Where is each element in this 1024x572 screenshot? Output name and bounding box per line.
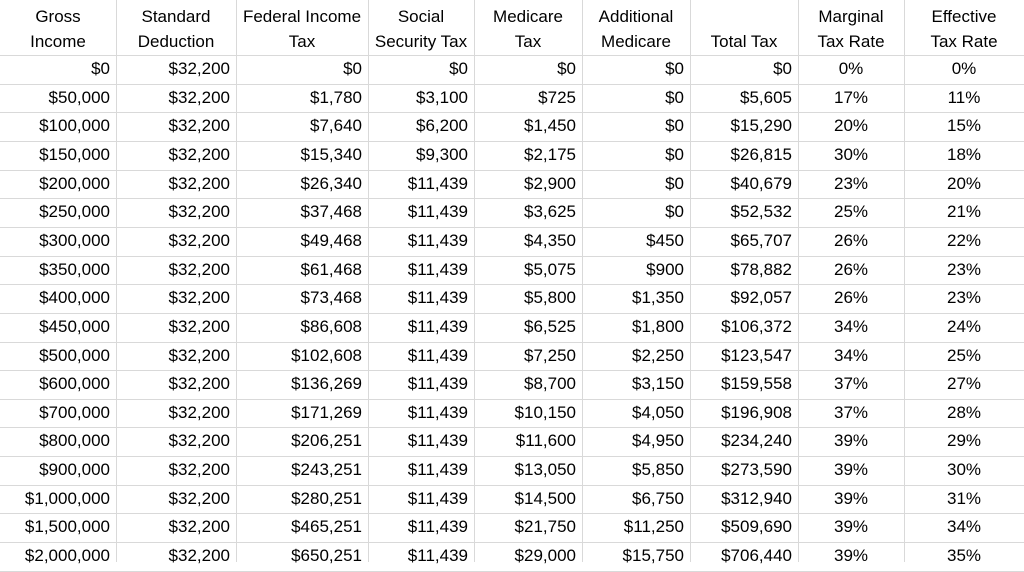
table-cell[interactable]: $32,200 — [168, 402, 230, 422]
table-cell[interactable]: $11,439 — [407, 230, 468, 250]
column-header-line[interactable]: Total Tax — [710, 32, 778, 51]
column-header-line[interactable]: Additional — [598, 7, 674, 26]
row-gridline — [0, 399, 1024, 400]
table-cell[interactable]: $2,900 — [524, 173, 576, 193]
table-cell[interactable]: $11,439 — [407, 431, 468, 451]
table-cell[interactable]: $5,075 — [524, 259, 576, 279]
table-cell[interactable]: $49,468 — [300, 230, 362, 250]
row-gridline — [0, 170, 1024, 171]
table-cell[interactable]: $15,290 — [730, 116, 792, 136]
table-cell[interactable]: $1,000,000 — [24, 488, 110, 508]
table-cell[interactable]: $9,300 — [416, 144, 468, 164]
table-cell[interactable]: $52,532 — [730, 202, 792, 222]
table-cell[interactable]: $8,700 — [524, 374, 576, 394]
table-cell[interactable]: $450 — [646, 230, 684, 250]
table-cell[interactable]: 39% — [833, 517, 869, 537]
table-cell[interactable]: $200,000 — [39, 173, 110, 193]
table-cell[interactable]: $21,750 — [514, 517, 576, 537]
table-cell[interactable]: $1,800 — [632, 316, 684, 336]
table-cell[interactable]: $123,547 — [721, 345, 792, 365]
table-cell[interactable]: $32,200 — [168, 116, 230, 136]
table-cell[interactable]: $0 — [91, 59, 110, 78]
table-cell[interactable]: 29% — [946, 431, 982, 451]
row-gridline — [0, 256, 1024, 257]
table-cell[interactable]: 25% — [946, 345, 982, 365]
column-header-line[interactable]: Income — [30, 32, 86, 51]
table-cell[interactable]: $32,200 — [168, 316, 230, 336]
table-cell[interactable]: $900 — [646, 259, 684, 279]
column-header-line[interactable]: Standard — [141, 7, 211, 26]
table-cell[interactable]: $32,200 — [168, 431, 230, 451]
table-cell[interactable]: $136,269 — [291, 374, 362, 394]
table-cell[interactable]: 17% — [833, 87, 869, 107]
table-cell[interactable]: $102,608 — [291, 345, 362, 365]
table-cell[interactable]: $0 — [343, 59, 362, 78]
table-cell[interactable]: 31% — [946, 488, 982, 508]
column-header-line[interactable]: Tax Rate — [930, 32, 998, 51]
table-cell[interactable]: $206,251 — [291, 431, 362, 451]
table-cell[interactable]: $32,200 — [168, 488, 230, 508]
table-cell[interactable]: 34% — [946, 517, 982, 537]
table-cell[interactable]: 26% — [833, 230, 869, 250]
table-cell[interactable]: $0 — [449, 59, 468, 78]
table-cell[interactable]: $2,175 — [524, 144, 576, 164]
table-cell[interactable]: $73,468 — [300, 288, 362, 308]
table-cell[interactable]: $11,439 — [407, 202, 468, 222]
table-cell[interactable]: $250,000 — [39, 202, 110, 222]
table-cell[interactable]: $273,590 — [721, 460, 792, 480]
table-cell[interactable]: $78,882 — [730, 259, 792, 279]
table-cell[interactable]: $234,240 — [721, 431, 792, 451]
table-cell[interactable]: $11,439 — [407, 345, 468, 365]
table-cell[interactable]: $0 — [773, 59, 792, 78]
table-cell[interactable]: $2,250 — [632, 345, 684, 365]
table-cell[interactable]: $11,439 — [407, 517, 468, 537]
table-cell[interactable]: $0 — [665, 59, 684, 78]
table-cell[interactable]: 22% — [946, 230, 982, 250]
table-cell[interactable]: $32,200 — [168, 87, 230, 107]
table-cell[interactable]: $32,200 — [168, 144, 230, 164]
row-gridline — [0, 370, 1024, 371]
table-cell[interactable]: 18% — [946, 144, 982, 164]
table-cell[interactable]: $86,608 — [300, 316, 362, 336]
table-cell[interactable]: $32,200 — [168, 230, 230, 250]
table-cell[interactable]: 25% — [833, 202, 869, 222]
table-cell[interactable]: $61,468 — [300, 259, 362, 279]
table-cell[interactable]: $32,200 — [168, 345, 230, 365]
table-cell[interactable]: 23% — [946, 288, 982, 308]
table-cell[interactable]: $0 — [665, 202, 684, 222]
table-cell[interactable]: $106,372 — [721, 316, 792, 336]
table-cell[interactable]: $0 — [665, 144, 684, 164]
table-cell[interactable]: $243,251 — [291, 460, 362, 480]
table-cell[interactable]: $5,800 — [524, 288, 576, 308]
table-cell[interactable]: $159,558 — [721, 374, 792, 394]
table-cell[interactable]: $2,000,000 — [24, 546, 110, 566]
table-cell[interactable]: $3,100 — [416, 87, 468, 107]
table-cell[interactable]: $3,625 — [524, 202, 576, 222]
table-cell[interactable]: $6,200 — [416, 116, 468, 136]
column-header-line[interactable]: Deduction — [137, 32, 215, 51]
table-cell[interactable]: $1,780 — [310, 87, 362, 107]
table-cell[interactable]: 35% — [946, 546, 982, 566]
table-cell[interactable]: $4,950 — [632, 431, 684, 451]
table-cell[interactable]: $14,500 — [514, 488, 576, 508]
table-cell[interactable]: $800,000 — [39, 431, 110, 451]
table-cell[interactable]: 24% — [946, 316, 982, 336]
table-cell[interactable]: $600,000 — [39, 374, 110, 394]
table-cell[interactable]: $300,000 — [39, 230, 110, 250]
table-cell[interactable]: $11,439 — [407, 173, 468, 193]
table-cell[interactable]: $6,750 — [632, 488, 684, 508]
row-gridline — [0, 84, 1024, 85]
header-gridline — [0, 55, 1024, 56]
table-cell[interactable]: $1,350 — [632, 288, 684, 308]
row-gridline — [0, 342, 1024, 343]
column-header-line[interactable] — [690, 4, 798, 29]
table-cell[interactable]: 30% — [946, 460, 982, 480]
table-cell[interactable]: $725 — [538, 87, 576, 107]
table-cell[interactable]: $7,640 — [310, 116, 362, 136]
row-gridline — [0, 313, 1024, 314]
table-cell[interactable]: $171,269 — [291, 402, 362, 422]
table-cell[interactable]: 20% — [833, 116, 869, 136]
table-cell[interactable]: $10,150 — [514, 402, 576, 422]
table-cell[interactable]: $11,439 — [407, 288, 468, 308]
table-cell[interactable]: 37% — [833, 374, 869, 394]
table-cell[interactable]: 11% — [947, 87, 981, 107]
table-cell[interactable]: $312,940 — [721, 488, 792, 508]
table-cell[interactable]: $65,707 — [730, 230, 792, 250]
table-cell[interactable]: $40,679 — [730, 173, 792, 193]
row-gridline — [0, 227, 1024, 228]
table-cell[interactable]: $650,251 — [291, 546, 362, 566]
column-header-line[interactable]: Tax — [514, 32, 542, 51]
table-cell[interactable]: $11,439 — [407, 460, 468, 480]
table-cell[interactable]: $500,000 — [39, 345, 110, 365]
table-cell[interactable]: $11,439 — [407, 488, 468, 508]
column-header-line[interactable]: Security Tax — [374, 32, 468, 51]
table-cell[interactable]: 39% — [833, 488, 869, 508]
table-cell[interactable]: $196,908 — [721, 402, 792, 422]
table-cell[interactable]: $900,000 — [39, 460, 110, 480]
table-cell[interactable]: $15,750 — [622, 546, 684, 566]
table-cell[interactable]: $0 — [665, 87, 684, 107]
table-cell[interactable]: 23% — [946, 259, 982, 279]
table-cell[interactable]: 21% — [946, 202, 982, 222]
table-cell[interactable]: 39% — [833, 546, 869, 566]
table-cell[interactable]: $50,000 — [48, 87, 110, 107]
table-cell[interactable]: $0 — [665, 116, 684, 136]
row-gridline — [0, 542, 1024, 543]
table-cell[interactable]: $706,440 — [721, 546, 792, 566]
table-cell[interactable]: $26,815 — [730, 144, 792, 164]
table-cell[interactable]: $32,200 — [168, 517, 230, 537]
table-cell[interactable]: $32,200 — [168, 59, 230, 78]
column-header-line[interactable]: Tax — [288, 32, 316, 51]
table-cell[interactable]: $3,150 — [632, 374, 684, 394]
table-cell[interactable]: $32,200 — [168, 259, 230, 279]
table-cell[interactable]: 37% — [833, 402, 869, 422]
table-cell[interactable]: 0% — [951, 59, 977, 78]
column-header-line[interactable]: Effective — [931, 7, 997, 26]
table-cell[interactable]: 20% — [946, 173, 982, 193]
table-cell[interactable]: $5,850 — [632, 460, 684, 480]
table-cell[interactable]: $26,340 — [300, 173, 362, 193]
table-cell[interactable]: $11,439 — [407, 316, 468, 336]
table-cell[interactable]: 15% — [946, 116, 982, 136]
table-cell[interactable]: $32,200 — [168, 173, 230, 193]
table-cell[interactable]: $280,251 — [291, 488, 362, 508]
table-cell[interactable]: 0% — [838, 59, 864, 78]
table-cell[interactable]: 39% — [833, 431, 869, 451]
table-cell[interactable]: $350,000 — [39, 259, 110, 279]
column-header-line[interactable]: Federal Income — [242, 7, 362, 26]
table-cell[interactable]: $400,000 — [39, 288, 110, 308]
table-cell[interactable]: $11,250 — [623, 517, 684, 537]
table-cell[interactable]: $37,468 — [300, 202, 362, 222]
column-header-line[interactable]: Tax Rate — [817, 32, 885, 51]
table-cell[interactable]: $11,439 — [407, 374, 468, 394]
table-cell[interactable]: 28% — [946, 402, 982, 422]
table-cell[interactable]: 34% — [833, 316, 869, 336]
row-gridline — [0, 141, 1024, 142]
column-header-line[interactable]: Medicare — [601, 32, 671, 51]
table-cell[interactable]: 27% — [946, 374, 982, 394]
table-cell[interactable]: $11,439 — [407, 402, 468, 422]
table-cell[interactable]: $11,439 — [407, 259, 468, 279]
table-cell[interactable]: $32,200 — [168, 460, 230, 480]
table-cell[interactable]: 26% — [833, 288, 869, 308]
row-gridline — [0, 456, 1024, 457]
column-header-line[interactable]: Medicare — [493, 7, 563, 26]
table-cell[interactable]: 30% — [833, 144, 869, 164]
table-cell[interactable]: $29,000 — [514, 546, 576, 566]
table-cell[interactable]: $1,500,000 — [24, 517, 110, 537]
table-cell[interactable]: $465,251 — [291, 517, 362, 537]
table-cell[interactable]: $0 — [665, 173, 684, 193]
table-cell[interactable]: $1,450 — [524, 116, 576, 136]
table-cell[interactable]: 34% — [833, 345, 869, 365]
column-header-line[interactable]: Marginal — [818, 7, 884, 26]
table-cell[interactable]: $7,250 — [524, 345, 576, 365]
table-cell[interactable]: $32,200 — [168, 374, 230, 394]
table-cell[interactable]: $92,057 — [730, 288, 792, 308]
table-cell[interactable]: $11,600 — [515, 431, 576, 451]
table-cell[interactable]: $4,050 — [632, 402, 684, 422]
column-header-line[interactable]: Gross — [35, 7, 81, 26]
table-cell[interactable]: $100,000 — [39, 116, 110, 136]
table-cell[interactable]: 26% — [833, 259, 869, 279]
row-gridline — [0, 485, 1024, 486]
table-cell[interactable]: $32,200 — [168, 202, 230, 222]
table-cell[interactable]: $0 — [557, 59, 576, 78]
table-cell[interactable]: $11,439 — [407, 546, 468, 566]
column-header-line[interactable]: Social — [397, 7, 445, 26]
table-cell[interactable]: $450,000 — [39, 316, 110, 336]
table-cell[interactable]: 23% — [833, 173, 869, 193]
table-cell[interactable]: $700,000 — [39, 402, 110, 422]
table-cell[interactable]: $15,340 — [300, 144, 362, 164]
table-cell[interactable]: 39% — [833, 460, 869, 480]
table-cell[interactable]: $150,000 — [39, 144, 110, 164]
table-cell[interactable]: $32,200 — [168, 288, 230, 308]
table-cell[interactable]: $5,605 — [740, 87, 792, 107]
table-cell[interactable]: $509,690 — [721, 517, 792, 537]
table-cell[interactable]: $13,050 — [514, 460, 576, 480]
table-cell[interactable]: $4,350 — [524, 230, 576, 250]
table-cell[interactable]: $6,525 — [524, 316, 576, 336]
table-cell[interactable]: $32,200 — [168, 546, 230, 566]
